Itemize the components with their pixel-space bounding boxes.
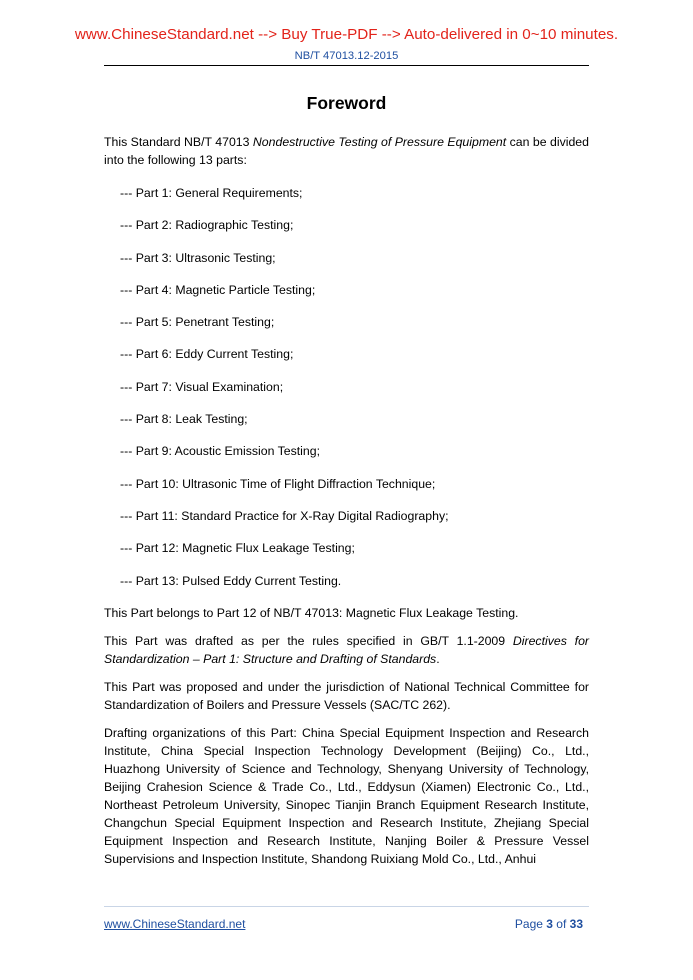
list-item: --- Part 13: Pulsed Eddy Current Testing. — [120, 573, 342, 588]
intro-text-end: can be divided into the following 13 parts: — [104, 135, 589, 167]
parts-list — [104, 184, 589, 590]
page-label: Page — [514, 917, 547, 931]
footer-rule — [104, 906, 589, 907]
list-item: --- Part 9: Acoustic Emission Testing; — [120, 444, 321, 459]
drafted-directive-title: Directives for Standardization – Part 1: Structure and Drafting of Standards — [104, 633, 589, 666]
header-rule — [104, 65, 589, 66]
list-item: --- Part 7: Visual Examination; — [120, 379, 284, 394]
drafted-text: This Part was drafted as per the rules specified in GB/T 1.1-2009 — [104, 633, 513, 648]
list-item: --- Part 8: Leak Testing; — [120, 412, 248, 427]
list-item: --- Part 1: General Requirements; — [120, 186, 303, 200]
page-total: 33 — [569, 917, 583, 931]
intro-paragraph — [104, 133, 589, 169]
list-item: --- Part 4: Magnetic Particle Testing; — [120, 282, 316, 297]
header-banner[interactable]: www.ChineseStandard.net --> Buy True-PDF --> Auto-delivered in 0~10 minutes. — [74, 26, 619, 43]
intro-text: This Standard NB/T 47013 — [104, 135, 253, 149]
drafted-paragraph — [104, 632, 589, 668]
list-item: --- Part 11: Standard Practice for X-Ray Digital Radiography; — [120, 508, 449, 523]
proposed-paragraph: This Part was proposed and under the jurisdiction of National Technical Committee for Standardization of Boilers and Pressure Vessels (SAC/TC 262). — [104, 679, 589, 712]
drafted-text-end: . — [436, 651, 440, 666]
page-current: 3 — [546, 917, 553, 931]
list-item: --- Part 6: Eddy Current Testing; — [120, 347, 294, 362]
list-item: --- Part 3: Ultrasonic Testing; — [120, 250, 276, 265]
page-number — [515, 916, 583, 932]
list-item: --- Part 2: Radiographic Testing; — [120, 218, 294, 233]
document-body — [104, 133, 589, 868]
list-item: --- Part 5: Penetrant Testing; — [120, 315, 275, 330]
footer-link[interactable]: www.ChineseStandard.net — [104, 917, 246, 931]
intro-standard-title: Nondestructive Testing of Pressure Equipment — [252, 135, 507, 149]
drafting-organizations-paragraph: Drafting organizations of this Part: China Special Equipment Inspection and Research Institute, China Special Inspection Technology Development (Beijing) Co., Ltd., Huazhong University of Science and Technology, Shenyang University of Technology, Beijing Crahesion Science & Trade Co., Ltd., Eddysun (Xiamen) Electronic Co., Ltd., Northeast Petroleum University, Sinopec Tianjin Branch Equipment Research Institute, Changchun Special Equipment Inspection and Research Institute, Zhejiang Special Equipment Inspection and Research Institute, Nanjing Boiler & Pressure Vessel Supervisions and Inspection Institute, Shandong Ruixiang Mold Co., Ltd., Anhui — [104, 725, 589, 866]
belongs-paragraph: This Part belongs to Part 12 of NB/T 47013: Magnetic Flux Leakage Testing. — [104, 605, 519, 620]
list-item: --- Part 12: Magnetic Flux Leakage Testing; — [120, 541, 355, 556]
page-of: of — [552, 917, 570, 931]
standard-number: NB/T 47013.12-2015 — [294, 50, 399, 62]
page-title: Foreword — [306, 93, 387, 113]
list-item: --- Part 10: Ultrasonic Time of Flight Diffraction Technique; — [120, 476, 436, 491]
